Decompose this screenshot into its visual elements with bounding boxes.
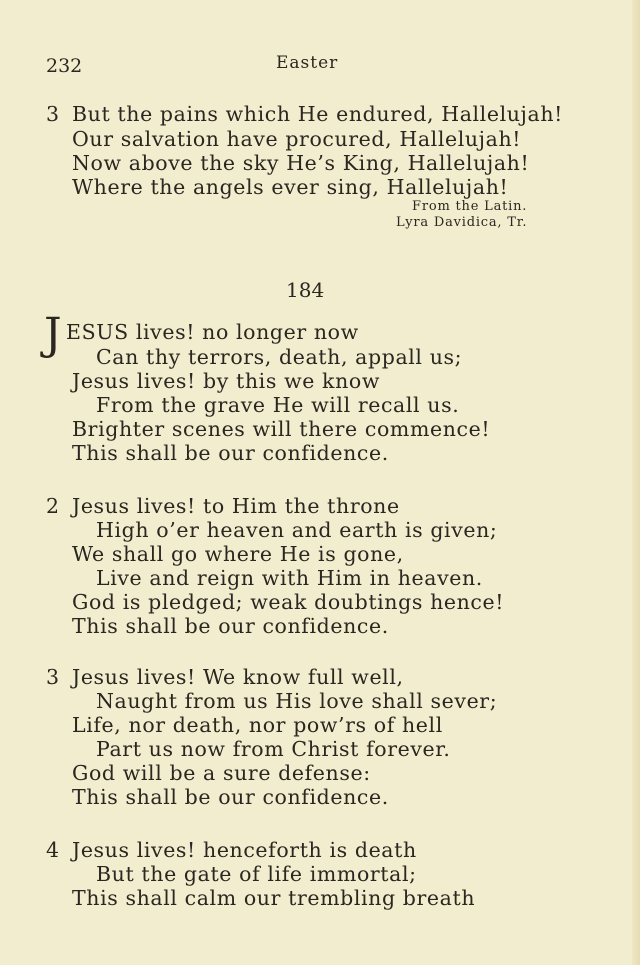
verse-line: Where the angels ever sing, Hallelujah!	[72, 175, 509, 199]
verse-line: But the gate of life immortal;	[96, 862, 417, 886]
verse-line: From the grave He will recall us.	[96, 393, 460, 417]
stanza-number: 3	[46, 665, 60, 689]
verse-line: Jesus lives! to Him the throne	[72, 494, 400, 518]
verse-line: Live and reign with Him in heaven.	[96, 566, 483, 590]
stanza-number: 3	[46, 102, 60, 126]
verse-line: This shall be our confidence.	[72, 614, 389, 638]
verse-line: Jesus lives! henceforth is death	[72, 838, 417, 862]
verse-line: Now above the sky He’s King, Hallelujah!	[72, 151, 530, 175]
verse-line: This shall calm our trembling breath	[72, 886, 476, 910]
page-number: 232	[46, 55, 83, 77]
stanza-number: 4	[46, 838, 60, 862]
verse-line: God is pledged; weak doubtings hence!	[72, 590, 505, 614]
credit-translator: Lyra Davidica, Tr.	[396, 215, 528, 230]
drop-cap: J	[44, 309, 62, 360]
verse-line: ESUS lives! no longer now	[66, 320, 359, 344]
hymn-number: 184	[286, 278, 325, 302]
verse-line: High o’er heaven and earth is given;	[96, 518, 498, 542]
verse-line: Our salvation have procured, Hallelujah!	[72, 127, 522, 151]
verse-line: Jesus lives! by this we know	[72, 369, 380, 393]
verse-line: But the pains which He endured, Hallelujah!	[72, 102, 563, 126]
verse-line: Part us now from Christ forever.	[96, 737, 451, 761]
verse-line: Brighter scenes will there commence!	[72, 417, 491, 441]
verse-line: Naught from us His love shall sever;	[96, 689, 498, 713]
verse-line: We shall go where He is gone,	[72, 542, 404, 566]
verse-line: This shall be our confidence.	[72, 785, 389, 809]
page-edge	[632, 0, 640, 965]
credit-source: From the Latin.	[412, 199, 528, 214]
stanza-number: 2	[46, 494, 60, 518]
verse-line: God will be a sure defense:	[72, 761, 371, 785]
section-title: Easter	[276, 53, 339, 73]
verse-line: Jesus lives! We know full well,	[72, 665, 404, 689]
verse-line: This shall be our confidence.	[72, 441, 389, 465]
verse-line: Life, nor death, nor pow’rs of hell	[72, 713, 443, 737]
verse-line: Can thy terrors, death, appall us;	[96, 345, 463, 369]
